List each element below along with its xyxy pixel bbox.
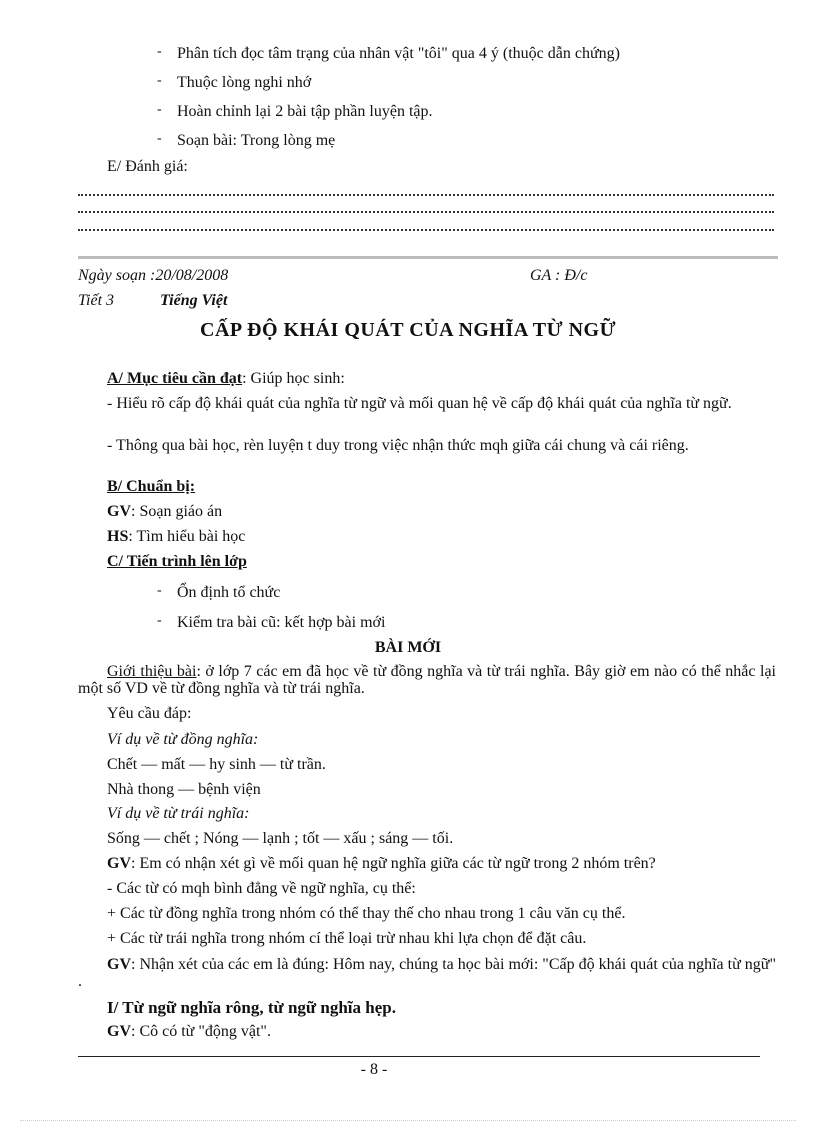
- homework-item: Soạn bài: Trong lòng mẹ: [177, 132, 336, 149]
- gv-label: GV: [107, 956, 131, 973]
- gv-question-line: [107, 855, 656, 873]
- gv-question: : Em có nhận xét gì về mối quan hệ ngữ nghĩa giữa các từ ngữ trong 2 nhóm trên?: [131, 855, 656, 872]
- antonym-example: Sống — chết ; Nóng — lạnh ; tốt — xấu ; sáng — tối.: [107, 830, 454, 847]
- lesson-plan-label: GA : Đ/c: [530, 267, 588, 284]
- dotted-line: [78, 229, 774, 233]
- lesson-title: BÀI MỚI: [374, 639, 442, 656]
- bullet-marker: -: [157, 613, 162, 628]
- homework-item: Thuộc lòng nghi nhớ: [177, 74, 312, 91]
- gv-label: GV: [107, 503, 131, 520]
- gv-comment: : Nhận xét của các em là đúng: Hôm nay, chúng ta học bài mới: "Cấp độ khái quát của nghĩa từ ngữ" .: [78, 956, 776, 990]
- section-heading: I/ Từ ngữ nghĩa rông, từ ngữ nghĩa hẹp.: [107, 998, 396, 1017]
- prep-hs-text: : Tìm hiểu bài học: [128, 528, 246, 545]
- page-number: - 8 -: [360, 1061, 388, 1078]
- prep-heading: B/ Chuẩn bị:: [107, 478, 196, 495]
- gv-comment-paragraph: [78, 956, 776, 990]
- objectives-heading-line: [107, 370, 345, 388]
- intro-label: Giới thiệu bài: [107, 663, 197, 680]
- intro-paragraph: [78, 663, 776, 697]
- request-label: Yêu cầu đáp:: [107, 705, 192, 722]
- gv-last-line: [107, 1023, 271, 1041]
- prep-hs-line: [107, 528, 245, 546]
- dotted-line: [78, 194, 774, 198]
- synonym-label: Ví dụ về từ đồng nghĩa:: [107, 731, 259, 748]
- bullet-marker: -: [157, 131, 162, 146]
- objectives-heading: A/ Mục tiêu cần đạt: [107, 370, 243, 387]
- prep-gv-text: : Soạn giáo án: [131, 503, 223, 520]
- objective-line: - Thông qua bài học, rèn luyện t duy trong việc nhận thức mqh giữa cái chung và cái riêng.: [107, 437, 689, 454]
- page-bottom-edge: [20, 1120, 796, 1121]
- process-heading: C/ Tiến trình lên lớp: [107, 553, 247, 570]
- antonym-label: Ví dụ về từ trái nghĩa:: [107, 805, 250, 822]
- page-title: CẤP ĐỘ KHÁI QUÁT CỦA NGHĨA TỪ NGỮ: [200, 319, 616, 341]
- gv-last-text: : Cô có từ "động vật".: [131, 1023, 271, 1040]
- bullet-marker: -: [157, 102, 162, 117]
- period-label: Tiết 3: [78, 292, 115, 309]
- hs-label: HS: [107, 528, 129, 545]
- synonym-example: Chết — mất — hy sinh — từ trần.: [107, 756, 326, 773]
- answer-line: + Các từ đồng nghĩa trong nhóm có thể thay thế cho nhau trong 1 câu văn cụ thể.: [107, 905, 626, 922]
- evaluation-label: E/ Đánh giá:: [107, 158, 188, 175]
- homework-item: Phân tích đọc tâm trạng của nhân vật "tôi" qua 4 ý (thuộc dẫn chứng): [177, 45, 620, 62]
- objective-line: - Hiểu rõ cấp độ khái quát của nghĩa từ ngữ và mối quan hệ về cấp độ khái quát của nghĩa từ ngữ.: [107, 395, 732, 412]
- gv-label: GV: [107, 855, 131, 872]
- homework-item: Hoàn chỉnh lại 2 bài tập phần luyện tập.: [177, 103, 433, 120]
- footer-rule: [78, 1056, 760, 1057]
- bullet-marker: -: [157, 44, 162, 59]
- date-prepared: Ngày soạn :20/08/2008: [78, 267, 229, 284]
- synonym-example: Nhà thong — bệnh viện: [107, 781, 261, 798]
- intro-text: : ở lớp 7 các em đã học về từ đồng nghĩa và từ trái nghĩa. Bây giờ em nào có thể nhắc lại một số VD về từ đồng nghĩa và từ trái nghĩa.: [78, 663, 777, 697]
- objectives-heading-rest: : Giúp học sinh:: [242, 370, 345, 387]
- answer-line: + Các từ trái nghĩa trong nhóm cí thể loại trừ nhau khi lựa chọn để đặt câu.: [107, 930, 587, 947]
- bullet-marker: -: [157, 73, 162, 88]
- bullet-marker: -: [157, 583, 162, 598]
- gv-label: GV: [107, 1023, 131, 1040]
- process-item: Kiểm tra bài cũ: kết hợp bài mới: [177, 614, 386, 631]
- subject-label: Tiếng Việt: [160, 292, 228, 309]
- section-divider: [78, 256, 778, 259]
- prep-gv-line: [107, 503, 222, 521]
- dotted-line: [78, 211, 774, 215]
- process-item: Ổn định tổ chức: [177, 584, 281, 601]
- answer-line: - Các từ có mqh bình đẳng về ngữ nghĩa, cụ thể:: [107, 880, 416, 897]
